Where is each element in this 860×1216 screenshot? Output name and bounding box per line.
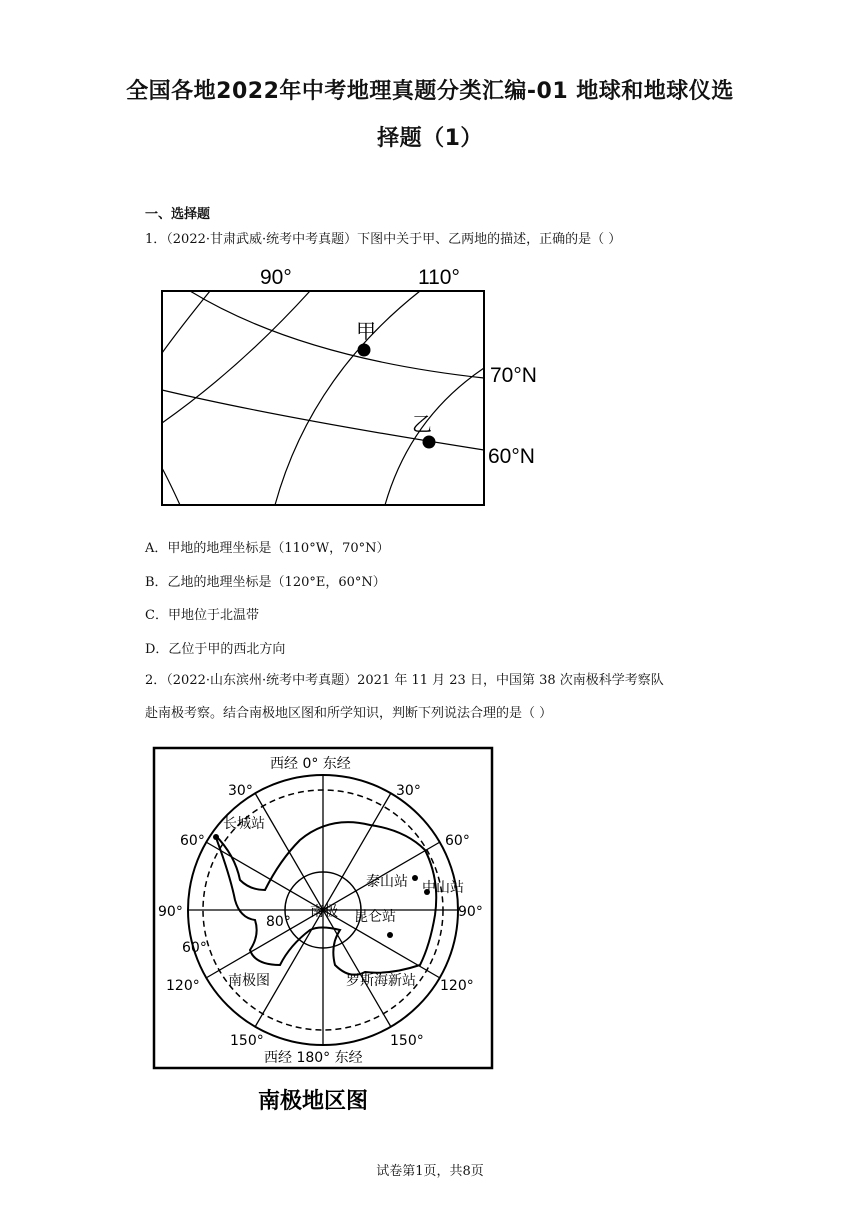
label-90-left: 90°	[158, 904, 183, 920]
station-taishan: 泰山站	[366, 874, 408, 890]
station-kunlun: 昆仑站	[354, 909, 396, 925]
figure-caption: 南极地区图	[258, 1089, 369, 1114]
point-label-yi: 乙	[412, 412, 432, 436]
label-60-left: 60°	[180, 833, 205, 849]
page-title-line2: 择题（1）	[377, 126, 483, 151]
option-c: C．甲地位于北温带	[145, 608, 259, 623]
label-bottom: 西经 180° 东经	[264, 1050, 363, 1066]
label-60-inner: 60°	[182, 940, 207, 956]
lon-label-90: 90°	[260, 266, 292, 289]
label-120-right: 120°	[440, 978, 474, 994]
lat-label-60n: 60°N	[488, 445, 535, 468]
station-luosihai: 罗斯海新站	[346, 973, 416, 989]
page-footer: 试卷第1页，共8页	[376, 1164, 484, 1179]
label-90-right: 90°	[458, 904, 483, 920]
question-2-stem-line2: 赴南极考察。结合南极地区图和所学知识，判断下列说法合理的是（ ）	[145, 706, 553, 721]
option-b: B．乙地的地理坐标是（120°E，60°N）	[145, 575, 386, 590]
label-150-right: 150°	[390, 1033, 424, 1049]
label-30-right: 30°	[396, 783, 421, 799]
station-changcheng: 长城站	[223, 816, 265, 832]
lat-label-70n: 70°N	[490, 364, 537, 387]
station-zhongshan: 中山站	[422, 880, 464, 896]
label-30-left: 30°	[228, 783, 253, 799]
question-2-stem-line1: 2．（2022·山东滨州·统考中考真题）2021 年 11 月 23 日，中国第 38 次南极科学考察队	[145, 673, 664, 688]
section-heading: 一、选择题	[145, 207, 211, 222]
map-inner-label: 南极图	[228, 973, 270, 989]
label-top: 西经 0° 东经	[270, 756, 351, 772]
option-d: D．乙位于甲的西北方向	[145, 642, 286, 657]
option-a: A．甲地的地理坐标是（110°W，70°N）	[145, 541, 390, 556]
question-1-figure	[150, 258, 570, 518]
label-center-pole: 南极	[310, 904, 338, 920]
page-title-line1: 全国各地2022年中考地理真题分类汇编-01 地球和地球仪选	[126, 79, 734, 104]
antarctica-map-figure	[140, 740, 500, 1140]
label-60-right: 60°	[445, 833, 470, 849]
label-80: 80°	[266, 914, 291, 930]
question-1-stem: 1．（2022·甘肃武威·统考中考真题）下图中关于甲、乙两地的描述，正确的是（ ）	[145, 232, 622, 247]
label-150-left: 150°	[230, 1033, 264, 1049]
lon-label-110: 110°	[418, 266, 460, 289]
label-120-left: 120°	[166, 978, 200, 994]
point-label-jia: 甲	[356, 319, 376, 343]
